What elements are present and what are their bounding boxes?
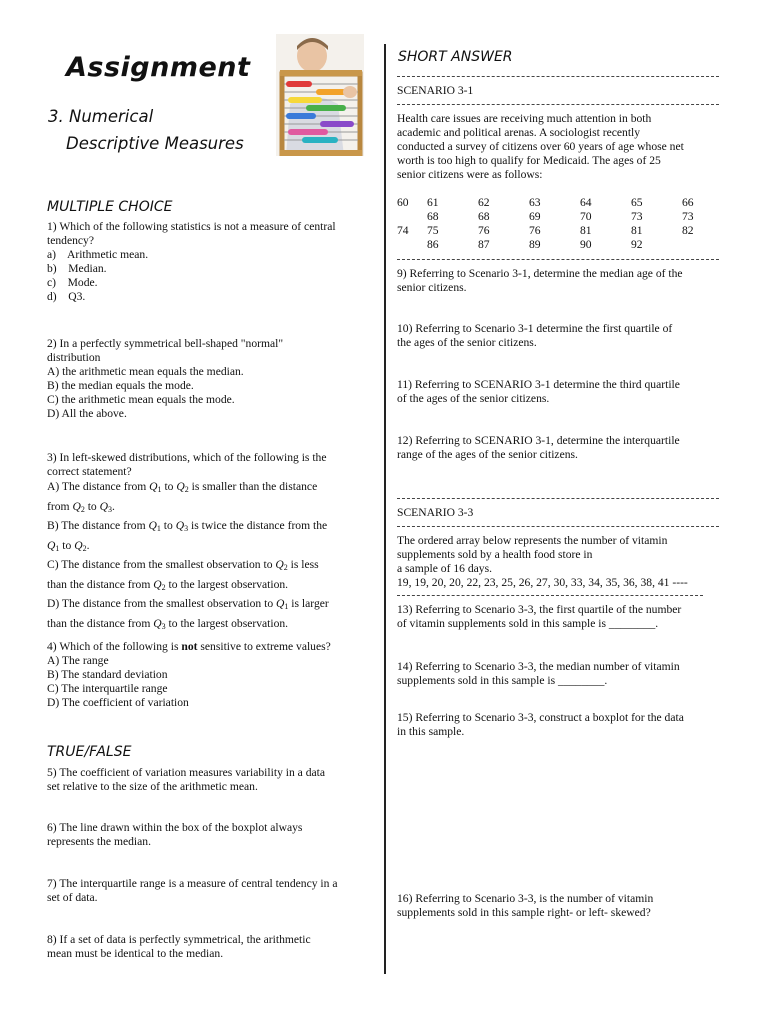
divider-line — [397, 259, 719, 260]
divider-line — [397, 526, 719, 527]
q3-option-b: B) The distance from $Q_1$ to $Q_3$ is twice the distance from the — [47, 519, 328, 533]
table-row: 86 87 89 90 92 — [427, 238, 643, 251]
table-row: 60 61 62 63 64 65 66 — [397, 196, 694, 209]
table-row: 74 75 76 76 81 81 82 — [397, 224, 694, 237]
abacus-photo — [276, 34, 364, 156]
scenario-3-3-text: The ordered array below represents the number of vitamin supplements sold by a health food store in a sample of 16 days. 19, 19, 20, 20, 22, 23, 25, 26, 27, 30, 33, 34, 35, 36, 38, 41 ---- — [397, 534, 688, 589]
question-6: 6) The line drawn within the box of the boxplot always represents the median. — [47, 821, 303, 848]
true-false-heading: TRUE/FALSE — [47, 744, 132, 760]
question-3: 3) In left-skewed distributions, which of the following is the correct statement? A) The distance from $Q_1$ to $Q_2$ is smaller than the distance from $Q_2$ to $Q_3$. B) The distance from $Q_1$ to $Q_3$ is twice the distance from the $Q_1$ to $Q_2$. C) The distance from the smallest observation to $Q_2$ is less than the distance from $Q_2$ to the largest observation. D) The distance from the smallest observation to $Q_1$ is larger than the distance from $Q_3$ to the largest observation. — [47, 451, 329, 631]
question-16: 16) Referring to Scenario 3-3, is the number of vitamin supplements sold in this sample right- or left- skewed? — [397, 892, 654, 919]
q3-option-d: D) The distance from the smallest observation to $Q_1$ is larger — [47, 597, 329, 611]
ages-table — [397, 196, 733, 252]
question-1: 1) Which of the following statistics is not a measure of central tendency? a) Arithmetic mean. b) Median. c) Mode. d) Q3. — [47, 220, 336, 303]
column-divider — [384, 44, 386, 974]
question-15: 15) Referring to Scenario 3-3, construct a boxplot for the data in this sample. — [397, 711, 684, 738]
multiple-choice-heading: MULTIPLE CHOICE — [47, 199, 173, 215]
question-12: 12) Referring to SCENARIO 3-1, determine the interquartile range of the ages of the senior citizens. — [397, 434, 680, 461]
divider-line — [397, 104, 719, 105]
divider-line — [397, 498, 719, 499]
question-9: 9) Referring to Scenario 3-1, determine the median age of the senior citizens. — [397, 267, 683, 294]
question-7: 7) The interquartile range is a measure of central tendency in a set of data. — [47, 877, 338, 904]
question-10: 10) Referring to Scenario 3-1 determine the first quartile of the ages of the senior citizens. — [397, 322, 673, 349]
q3-option-c: C) The distance from the smallest observation to $Q_2$ is less — [47, 558, 319, 572]
question-2: 2) In a perfectly symmetrical bell-shaped "normal" distribution A) the arithmetic mean equals the median. B) the median equals the mode. C) the arithmetic mean equals the mode. D) All the above. — [47, 337, 284, 420]
scenario-3-1-label: SCENARIO 3-1 — [397, 84, 474, 97]
abacus-illustration — [276, 34, 364, 156]
subtitle-line-1: 3. Numerical — [48, 107, 154, 126]
divider-line — [397, 76, 719, 77]
scenario-3-3-data: 19, 19, 20, 20, 22, 23, 25, 26, 27, 30, 33, 34, 35, 36, 38, 41 ---- — [397, 576, 688, 589]
question-5: 5) The coefficient of variation measures variability in a data set relative to the size of the arithmetic mean. — [47, 766, 326, 793]
question-4: 4) Which of the following is not sensitive to extreme values? A) The range B) The standard deviation C) The interquartile range D) The coefficient of variation — [47, 640, 331, 709]
scenario-3-3-label: SCENARIO 3-3 — [397, 506, 474, 519]
q3-option-a: A) The distance from $Q_1$ to $Q_2$ is smaller than the distance — [47, 480, 318, 494]
scenario-3-1-text: Health care issues are receiving much attention in both academic and political arenas. A sociologist recently conducted a survey of citizens over 60 years of age whose net worth is too high to qualify for Medicaid. The ages of 25 senior citizens were as follows: — [397, 112, 684, 181]
question-13: 13) Referring to Scenario 3-3, the first quartile of the number of vitamin supplements sold in this sample is ________. — [397, 603, 682, 630]
question-11: 11) Referring to SCENARIO 3-1 determine the third quartile of the ages of the senior citizens. — [397, 378, 680, 405]
page-title: Assignment — [66, 52, 251, 83]
table-row: 68 68 69 70 73 73 — [427, 210, 694, 223]
subtitle-line-2: Descriptive Measures — [66, 134, 244, 153]
question-14: 14) Referring to Scenario 3-3, the median number of vitamin supplements sold in this sample is ________. — [397, 660, 680, 687]
question-8: 8) If a set of data is perfectly symmetrical, the arithmetic mean must be identical to the median. — [47, 933, 311, 960]
divider-line — [397, 595, 703, 596]
short-answer-heading: SHORT ANSWER — [398, 49, 513, 65]
